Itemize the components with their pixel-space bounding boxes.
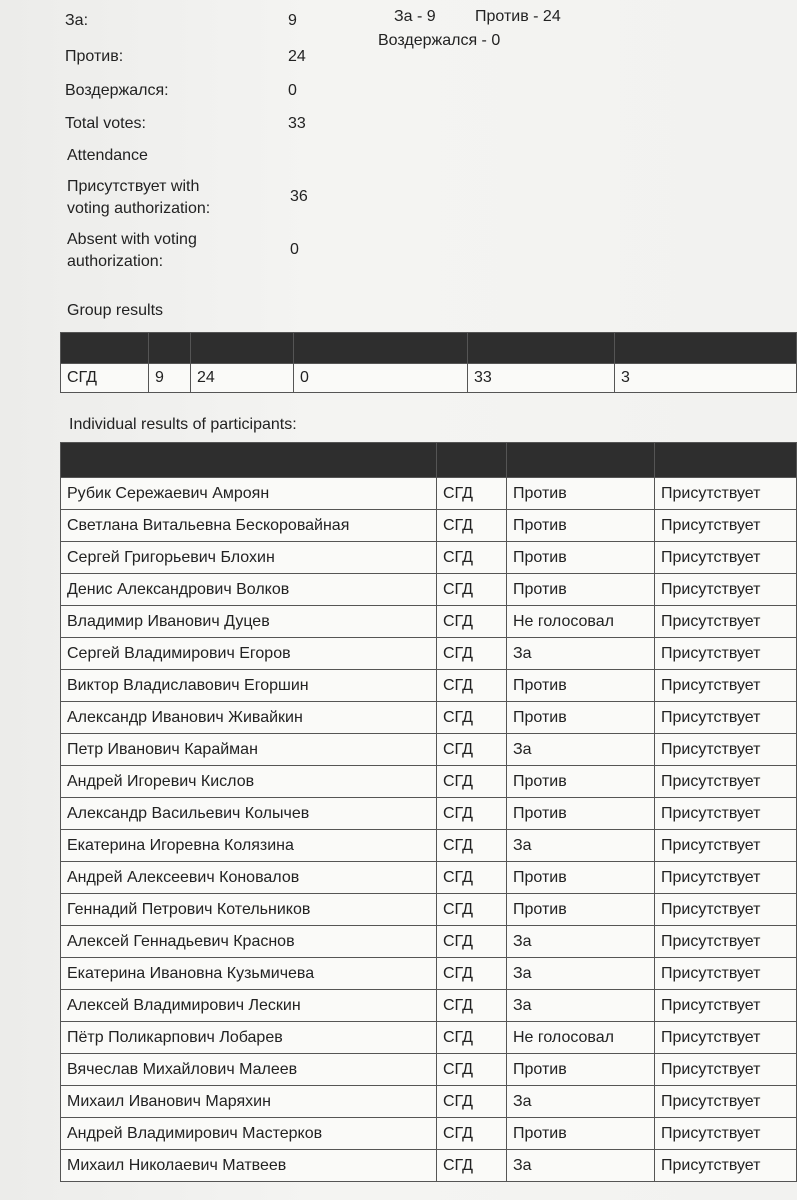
participant-row [61,734,797,766]
faction-cell: СГД [437,1150,507,1182]
participant-row [61,478,797,510]
vote-cell: За [507,1150,655,1182]
attendance-cell: Присутствует [655,798,797,830]
vote-cell: За [507,926,655,958]
participant-row [61,1054,797,1086]
faction-cell: СГД [437,1022,507,1054]
participant-name-cell: Андрей Игоревич Кислов [61,766,437,798]
faction-cell: СГД [437,510,507,542]
faction-cell: СГД [437,1118,507,1150]
participant-name-cell: Алексей Владимирович Лескин [61,990,437,1022]
participant-name-cell: Андрей Алексеевич Коновалов [61,862,437,894]
vote-cell: За [507,1086,655,1118]
vote-cell: Против [507,798,655,830]
absent-label-line1: Absent with voting [67,231,197,248]
attendance-cell: Присутствует [655,478,797,510]
for-label: За: [65,12,89,29]
group-row [61,364,797,393]
participant-name-cell: Виктор Владиславович Егоршин [61,670,437,702]
participant-row [61,574,797,606]
participant-row [61,926,797,958]
abstain-value: 0 [288,82,297,99]
faction-cell: СГД [437,638,507,670]
individual-table-header [61,443,797,478]
group-cell-abstain: 0 [294,364,468,393]
attendance-cell: Присутствует [655,1086,797,1118]
participant-name-cell: Пётр Поликарпович Лобарев [61,1022,437,1054]
total-votes-value: 33 [288,115,306,132]
attendance-cell: Присутствует [655,734,797,766]
participant-name-cell: Екатерина Ивановна Кузьмичева [61,958,437,990]
group-header-cell [61,333,149,364]
faction-cell: СГД [437,606,507,638]
participant-name-cell: Сергей Григорьевич Блохин [61,542,437,574]
participant-row [61,830,797,862]
faction-cell: СГД [437,926,507,958]
participant-name-cell: Геннадий Петрович Котельников [61,894,437,926]
present-label-line1: Присутствует with [67,178,200,195]
vote-cell: Не голосовал [507,1022,655,1054]
participant-row [61,702,797,734]
vote-cell: За [507,734,655,766]
vote-cell: Против [507,1054,655,1086]
participant-name-cell: Александр Васильевич Колычев [61,798,437,830]
individual-header-cell [507,443,655,478]
attendance-cell: Присутствует [655,638,797,670]
attendance-cell: Присутствует [655,1118,797,1150]
participant-name-cell: Андрей Владимирович Мастерков [61,1118,437,1150]
participant-name-cell: Владимир Иванович Дуцев [61,606,437,638]
attendance-cell: Присутствует [655,862,797,894]
faction-cell: СГД [437,830,507,862]
group-cell-other: 3 [615,364,797,393]
vote-cell: Против [507,766,655,798]
faction-cell: СГД [437,958,507,990]
group-cell-name: СГД [61,364,149,393]
faction-cell: СГД [437,766,507,798]
attendance-cell: Присутствует [655,926,797,958]
attendance-cell: Присутствует [655,1150,797,1182]
absent-value: 0 [290,241,299,258]
participant-row [61,766,797,798]
participant-row [61,542,797,574]
group-cell-for: 9 [149,364,191,393]
individual-table-body [61,478,797,1182]
group-cell-total: 33 [468,364,615,393]
total-votes-label: Total votes: [65,115,146,132]
vote-cell: Против [507,574,655,606]
note-against: Против - 24 [475,8,561,25]
against-label: Против: [65,48,124,65]
attendance-cell: Присутствует [655,766,797,798]
individual-header-cell [437,443,507,478]
group-header-cell [191,333,294,364]
attendance-cell: Присутствует [655,830,797,862]
group-header-cell [468,333,615,364]
attendance-cell: Присутствует [655,894,797,926]
faction-cell: СГД [437,862,507,894]
note-abstain: Воздержался - 0 [378,32,501,49]
individual-results-title: Individual results of participants: [69,416,297,433]
participant-name-cell: Светлана Витальевна Бескоровайная [61,510,437,542]
participant-name-cell: Екатерина Игоревна Колязина [61,830,437,862]
vote-cell: Против [507,542,655,574]
vote-cell: Против [507,702,655,734]
against-value: 24 [288,48,306,65]
attendance-cell: Присутствует [655,606,797,638]
faction-cell: СГД [437,1086,507,1118]
vote-cell: Против [507,510,655,542]
attendance-cell: Присутствует [655,990,797,1022]
present-value: 36 [290,188,308,205]
faction-cell: СГД [437,798,507,830]
attendance-cell: Присутствует [655,670,797,702]
faction-cell: СГД [437,478,507,510]
vote-cell: Против [507,1118,655,1150]
participant-row [61,894,797,926]
participant-name-cell: Алексей Геннадьевич Краснов [61,926,437,958]
group-results-title: Group results [67,302,164,319]
participant-name-cell: Вячеслав Михайлович Малеев [61,1054,437,1086]
absent-label-line2: authorization: [67,253,164,270]
participant-name-cell: Александр Иванович Живайкин [61,702,437,734]
participant-name-cell: Петр Иванович Карайман [61,734,437,766]
participant-row [61,862,797,894]
group-header-cell [294,333,468,364]
faction-cell: СГД [437,734,507,766]
faction-cell: СГД [437,1054,507,1086]
vote-cell: Не голосовал [507,606,655,638]
vote-cell: Против [507,862,655,894]
vote-cell: За [507,990,655,1022]
attendance-cell: Присутствует [655,1022,797,1054]
vote-cell: За [507,638,655,670]
participant-row [61,1118,797,1150]
attendance-label: Attendance [67,147,148,164]
group-results-table [60,332,797,393]
participant-name-cell: Сергей Владимирович Егоров [61,638,437,670]
faction-cell: СГД [437,894,507,926]
participant-name-cell: Рубик Сережаевич Амроян [61,478,437,510]
attendance-cell: Присутствует [655,574,797,606]
note-for: За - 9 [394,8,436,25]
faction-cell: СГД [437,542,507,574]
present-label-line2: voting authorization: [67,200,211,217]
vote-cell: Против [507,670,655,702]
participant-row [61,1086,797,1118]
participant-row [61,958,797,990]
attendance-cell: Присутствует [655,510,797,542]
faction-cell: СГД [437,670,507,702]
vote-cell: За [507,830,655,862]
participant-row [61,606,797,638]
individual-header-cell [655,443,797,478]
attendance-cell: Присутствует [655,702,797,734]
vote-cell: Против [507,894,655,926]
participant-row [61,510,797,542]
participant-name-cell: Михаил Николаевич Матвеев [61,1150,437,1182]
participant-row [61,990,797,1022]
participant-row [61,638,797,670]
vote-cell: Против [507,478,655,510]
attendance-cell: Присутствует [655,1054,797,1086]
attendance-cell: Присутствует [655,542,797,574]
faction-cell: СГД [437,574,507,606]
individual-results-table [60,442,797,1182]
faction-cell: СГД [437,702,507,734]
participant-row [61,1022,797,1054]
group-header-cell [615,333,797,364]
group-cell-against: 24 [191,364,294,393]
group-header-cell [149,333,191,364]
faction-cell: СГД [437,990,507,1022]
participant-row [61,1150,797,1182]
abstain-label: Воздержался: [65,82,169,99]
participant-row [61,798,797,830]
participant-name-cell: Михаил Иванович Маряхин [61,1086,437,1118]
for-value: 9 [288,12,297,29]
participant-name-cell: Денис Александрович Волков [61,574,437,606]
participant-row [61,670,797,702]
vote-cell: За [507,958,655,990]
attendance-cell: Присутствует [655,958,797,990]
group-table-header [61,333,797,364]
individual-header-cell [61,443,437,478]
